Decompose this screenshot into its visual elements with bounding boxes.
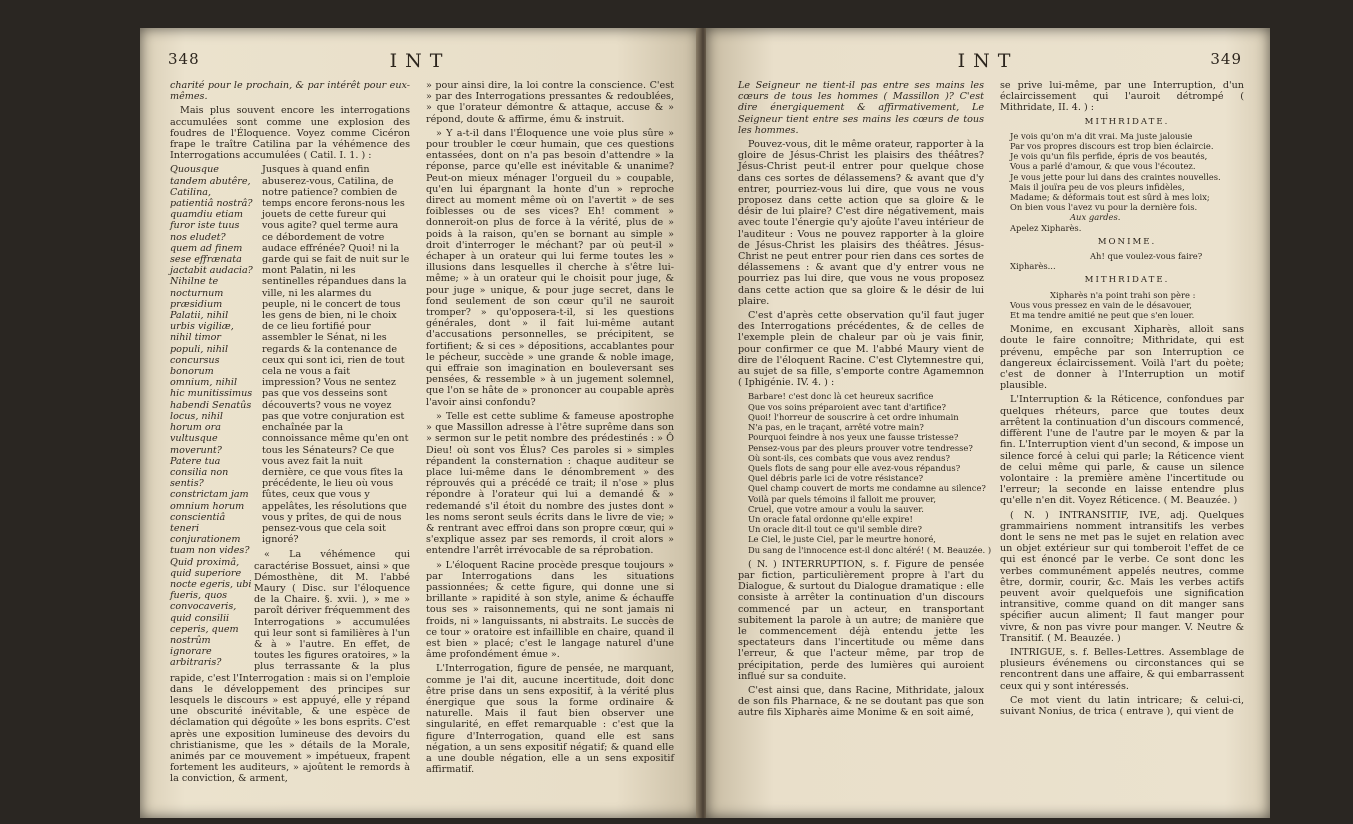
paragraph: ( N. ) INTERRUPTION, s. f. Figure de pensée par fiction, particulièrement propre à l'art du Dialogue, & surtout du Dialogue dramatique : elle consiste à arrêter la continuation d'un discours commencé par un acteur, en transportant subitement la parole à un autre; de manière que le commencement déjà entendu jette les spectateurs dans l'incertitude ou même dans l'erreur, & que l'acteur même, par trop de précipitation, perde des lumières qui auroient influé sur sa conduite.	[738, 558, 984, 682]
left-column-2	[426, 80, 674, 805]
verse-line: Le Ciel, le juste Ciel, par le meurtre honoré,	[748, 534, 936, 545]
verse-line: Pensez-vous par des pleurs prouver votre tendresse?	[748, 442, 973, 453]
verse-line: Un oracle dit-il tout ce qu'il semble dire?	[748, 524, 922, 535]
monime-verse	[1010, 251, 1244, 271]
right-header	[706, 50, 1270, 74]
french-translation: Jusques à quand enfin abuserez-vous, Catilina, de notre patience? combien de temps encore ferons-nous les jouets de cette fureur qui vous agite? quel terme aura ce débordement de votre audace effrénée? Quoi! ni la garde qui se fait de nuit sur le mont Palatin, ni les sentinelles répandues dans la ville, ni les alarmes du peuple, ni le concert de tous les gens de bien, ni le choix de ce lieu fortifié pour assembler le Sénat, ni les regards & la contenance de ceux qui sont ici, rien de tout cela ne vous a fait impression? Vous ne sentez pas que vos desseins sont découverts? vous ne voyez pas que votre conjuration est enchaînée par la connoissance même qu'en ont tous les Sénateurs? Ce que vous avez fait la nuit dernière, ce que vous fîtes la précédente, le lieu où vous fûtes, ceux que vous y appelâtes, les résolutions que vous y prîtes, de qui de nous pensez-vous que cela soit ignoré?	[262, 164, 410, 546]
verse-line: Quels flots de sang pour elle avez-vous répandus?	[748, 462, 961, 473]
paragraph: Le Seigneur ne tient-il pas entre ses mains les cœurs de tous les hommes ( Massillon )? C'est dire énergiquement & affirmativement, Le Seigneur tient entre ses mains les cœurs de tous les hommes.	[738, 80, 984, 136]
verse-line: Xipharès...	[1010, 261, 1056, 272]
paragraph: C'est d'après cette observation qu'il faut juger des Interrogations précédentes, & de celles de l'exemple plein de chaleur par où je vais finir, pour confirmer ce que M. l'abbé Maury vient de dire de l'éloquent Racine. C'est Clytemnestre qui, au sujet de sa fille, s'emporte contre Agamemnon ( Iphigénie. IV. 4. ) :	[738, 310, 984, 389]
paragraph: charité pour le prochain, & par intérêt pour eux-mêmes.	[170, 80, 410, 103]
verse-line: Ah! que voulez-vous faire?	[1090, 251, 1203, 262]
paragraph: « La véhémence qui caractérise Bossuet, ainsi » que Démosthène, dit M. l'abbé Maury ( Disc. sur l'éloquence de la Chaire. §. xvii. ), » me » paroît dériver fréquemment des Interrogations » accumulées qui leur sont si familières à l'un & à » l'autre. En effet, de toutes les figures oratoires, » la plus terrassante & la plus rapide, c'est l'Interrogation : mais si on l'emploie dans le développement des principes sur lesquels le discours » est appuyé, elle y répand une obscurité inévitable, & une espèce de déclamation qui dégoûte » les bons esprits. C'est après une exposition lumineuse des devoirs du christianisme, que les » détails de la Morale, animés par ce mouvement » impétueux, frapent fortement les auditeurs, » ajoûtent le remords à la conviction, & arment,	[170, 549, 410, 785]
paragraph: Monime, en excusant Xipharès, alloit sans doute le faire connoître; Mithridate, qui est prévenu, empêche par son Interruption ce dangereux éclaircissement. Voilà l'art du poète; c'est de donner à l'Interruption un motif plausible.	[1000, 324, 1244, 392]
paragraph: L'Interrogation, figure de pensée, ne marquant, comme je l'ai dit, aucune incertitude, doit donc être prise dans un sens expositif, à la vérité plus énergique que sous la forme ordinaire & naturelle. Mais il faut bien observer une singularité, en effet remarquable : c'est que la figure d'Interrogation, quand elle est sans négation, a un sens expositif négatif; & quand elle a une double négation, elle a un sens expositif affirmatif.	[426, 663, 674, 776]
verse-line: Mais il jouïra peu de vos pleurs infidèles,	[1010, 181, 1185, 192]
speaker-name: MITHRIDATE.	[1084, 275, 1170, 286]
paragraph: L'Interruption & la Réticence, confondues par quelques rhéteurs, parce que toutes deux arrêtent la continuation d'un discours commencé, diffèrent l'une de l'autre par le moyen & par la fin. L'Interruption vient d'un second, & impose un silence forcé à celui qui parle; la Réticence vient de celui même qui parle, & cause un silence volontaire : la première amène l'incertitude ou l'erreur; la seconde en laisse entendre plus qu'elle n'en dit. Voyez Réticence. ( M. Beauzée. )	[1000, 394, 1244, 507]
running-head-right: INT	[957, 50, 1019, 72]
page-number-left: 348	[168, 50, 200, 68]
verse-line: Où sont-ils, ces combats que vous avez rendus?	[748, 452, 950, 463]
paragraph: se prive lui-même, par une Interruption, d'un éclaircissement qui l'auroit détrompé ( Mithridate, II. 4. ) :	[1000, 80, 1244, 114]
right-column-1	[738, 80, 992, 805]
stage-direction: Aux gardes.	[1070, 212, 1121, 223]
left-column-1	[170, 80, 410, 805]
mithridate-verse-2	[1010, 290, 1244, 321]
speaker-name: MITHRIDATE.	[1084, 116, 1170, 127]
right-column-2	[1000, 80, 1244, 805]
verse-line: Madame; & déformais tout est sûrd à mes loix;	[1010, 192, 1210, 203]
verse-line: Du sang de l'innocence est-il donc altéré! ( M. Beauzée. )	[748, 544, 992, 555]
verse-line: Cruel, que votre amour a voulu la sauver.	[748, 503, 924, 514]
verse-line: Quel débris parle ici de votre résistance?	[748, 473, 924, 484]
paragraph: » Y a-t-il dans l'Éloquence une voie plus sûre » pour troubler le cœur humain, que ces questions entassées, dont on n'a pas besoin d'attendre » la réponse, parce qu'elle est inévitable & unanime? Peut-on mieux ménager l'orgueil du » coupable, qu'en lui épargnant la honte d'un » reproche direct au moment même où on l'avertit » de ses foiblesses ou de ses vices? Eh! comment » donneroit-on plus de force à la vérité, plus de » poids à la raison, qu'en se bornant au simple » droit d'interroger le méchant? par où peut-il » échaper à un orateur qui lui ferme toutes les » illusions dans lesquelles il cherche à s'être lui-même; » à un orateur qui le choisit pour juge, & pour juge » unique, & pour juge secret, dans le fond seulement de son cœur qu'il ne sauroit tromper? » qu'opposera-t-il, si les questions générales, dont » il fait lui-même autant d'accusations personnelles, se précipitent, se fortifient; & si ces » dépositions, accablantes pour le pécheur, succède » une grande & noble image, qui effraie son imagination en bouleversant ses pensées, & ressemble » à un jugement solemnel, que l'on se hâte de » prononcer au coupable après l'avoir ainsi confondu?	[426, 127, 674, 408]
latin-text: Quousque tandem abutêre, Catilina, patientiâ nostrâ? quamdiu etiam furor iste tuus nos eludet? quem ad finem sese effrænata jactabit audacia? Nihilne te nocturnum præsidium Palatii, nihil urbis vigiliæ, nihil timor populi, nihil concursus bonorum omnium, nihil hic munitissimus habendi Senatûs locus, nihil horum ora vultusque moverunt? Patere tua consilia non sentis? constrictam jam omnium horum conscientiâ teneri conjurationem tuam non vides? Quid proximâ, quid superiore nocte egeris, ubi fueris, quos convocaveris, quid consilii ceperis, quem nostrûm ignorare arbitraris?	[170, 164, 253, 669]
verse-line: Voilà par quels témoins il falloit me prouver,	[748, 493, 937, 504]
verse-line: Que vos soins préparoient avec tant d'artifice?	[748, 401, 947, 412]
paragraph: » Telle est cette sublime & fameuse apostrophe » que Massillon adresse à l'être suprême dans son » sermon sur le petit nombre des prédestinés : » Ô Dieu! où sont vos Élus? Ces paroles si » simples répandent la consternation : chaque auditeur se place lui-même dans le dénombrement » des réprouvés qui a précédé ce trait; il n'ose » plus répondre à l'orateur qui lui a demandé & » redemandé s'il étoit du nombre des justes dont » les noms seront seuls écrits dans le livre de vie; » & rentrant avec effroi dans son propre cœur, qui » s'explique assez par ses remords, il croit alors » entendre l'arrêt irrévocable de sa réprobation.	[426, 410, 674, 557]
verse-line: Apelez Xipharès.	[1010, 222, 1082, 233]
verse-line: Je vous jette pour lui dans des craintes nouvelles.	[1010, 171, 1221, 182]
paragraph: » L'éloquent Racine procède presque toujours » par Interrogations dans les situations passionnées; & cette figure, qui donne une si brillante » rapidité à son style, anime & échauffe tous ses » raisonnements, qui ne sont jamais ni froids, ni » languissants, ni abstraits. Le succès de ce tour » oratoire est infaillible en chaire, quand il est bien » placé; c'est le langage naturel d'une âme profondément émue ».	[426, 559, 674, 661]
verse-line: Xipharès n'a point trahi son père :	[1050, 289, 1196, 300]
left-header	[140, 50, 700, 74]
verse-line: Quel champ couvert de morts me condamne au silence?	[748, 483, 986, 494]
paragraph: Ce mot vient du latin intricare; & celui-ci, suivant Nonius, de trica ( entrave ), qui vient de	[1000, 694, 1244, 717]
running-head-left: INT	[389, 50, 451, 72]
mithridate-verse	[1010, 131, 1244, 233]
page-number-right: 349	[1210, 50, 1242, 68]
left-page	[140, 28, 700, 818]
iphigenie-verse	[748, 391, 992, 555]
speaker-name: MONIME.	[1097, 236, 1157, 247]
verse-line: Je vois qu'on m'a dit vrai. Ma juste jalousie	[1010, 130, 1193, 141]
verse-line: Vous vous pressez en vain de le désavouer,	[1010, 299, 1192, 310]
paragraph: C'est ainsi que, dans Racine, Mithridate, jaloux de son fils Pharnace, & ne se doutant pas que son autre fils Xipharès aime Monime & en soit aimé,	[738, 684, 984, 719]
dictionary-entry: INTRIGUE, s. f. Belles-Lettres. Assemblage de plusieurs événemens ou circonstances qui se rencontrent dans une affaire, & qui embarrassent ceux qui y sont intéressés.	[1000, 646, 1244, 692]
verse-line: Pourquoi feindre à nos yeux une fausse tristesse?	[748, 432, 959, 443]
book-spread	[140, 28, 1270, 818]
dictionary-entry: ( N. ) INTRANSITIF, IVE, adj. Quelques grammairiens nomment intransitifs les verbes dont le sens ne met pas le sujet en relation avec un objet extérieur sur qui tomberoit l'effet de ce qui est énoncé par le verbe. Ce sont donc les verbes communément appelés neutres, comme être, dormir, courir, &c. Mais les verbes actifs peuvent avoir quelquefois une signification intransitive, comme quand on dit manger sans spécifier aucun aliment; Il faut manger pour vivre, & non pas vivre pour manger. V. Neutre & Transitif. ( M. Beauzée. )	[1000, 509, 1244, 644]
verse-line: N'a pas, en le traçant, arrêté votre main?	[748, 422, 924, 433]
verse-line: Un oracle fatal ordonne qu'elle expire!	[748, 513, 913, 524]
paragraph: Mais plus souvent encore les interrogations accumulées sont comme une explosion des foudres de l'Éloquence. Voyez comme Cicéron frape le traître Catilina par la véhémence des Interrogations accumulées ( Catil. I. 1. ) :	[170, 105, 410, 162]
verse-line: On bien vous l'avez vu pour la dernière fois.	[1010, 202, 1198, 213]
verse-line: Et ma tendre amitié ne peut que s'en louer.	[1010, 310, 1195, 321]
verse-line: Par vos propres discours est trop bien éclaircie.	[1010, 141, 1214, 152]
verse-line: Je vois qu'un fils perfide, épris de vos beautés,	[1010, 151, 1208, 162]
verse-line: Quoi! l'horreur de souscrire à cet ordre inhumain	[748, 411, 959, 422]
verse-line: Vous a parlé d'amour, & que vous l'écoutez.	[1010, 161, 1196, 172]
paragraph: » pour ainsi dire, la loi contre la conscience. C'est » par des Interrogations pressantes & redoublées, » que l'orateur démontre & attaque, accuse & » répond, doute & affirme, ému & instruit.	[426, 80, 674, 125]
right-page	[706, 28, 1270, 818]
verse-line: Barbare! c'est donc là cet heureux sacrifice	[748, 391, 934, 402]
paragraph: Pouvez-vous, dit le même orateur, rapporter à la gloire de Jésus-Christ les plaisirs des théâtres? Jésus-Christ peut-il entrer pour quelque chose dans ces sortes de délassemens? & avant que d'y entrer, pourriez-vous lui dire, que vous ne vous proposez dans cette action que sa gloire & le désir de lui plaire? C'est dire négativement, mais avec toute l'énergie qu'y ajoûte l'aveu intérieur de l'auditeur : Vous ne pouvez rapporter à la gloire de Jésus-Christ les plaisirs des théâtres. Jésus-Christ ne peut entrer pour rien dans ces sortes de délassemens : & avant que d'y entrer vous ne pourriez pas lui dire, que vous ne vous proposez dans cette action que sa gloire & le désir de lui plaire.	[738, 139, 984, 307]
